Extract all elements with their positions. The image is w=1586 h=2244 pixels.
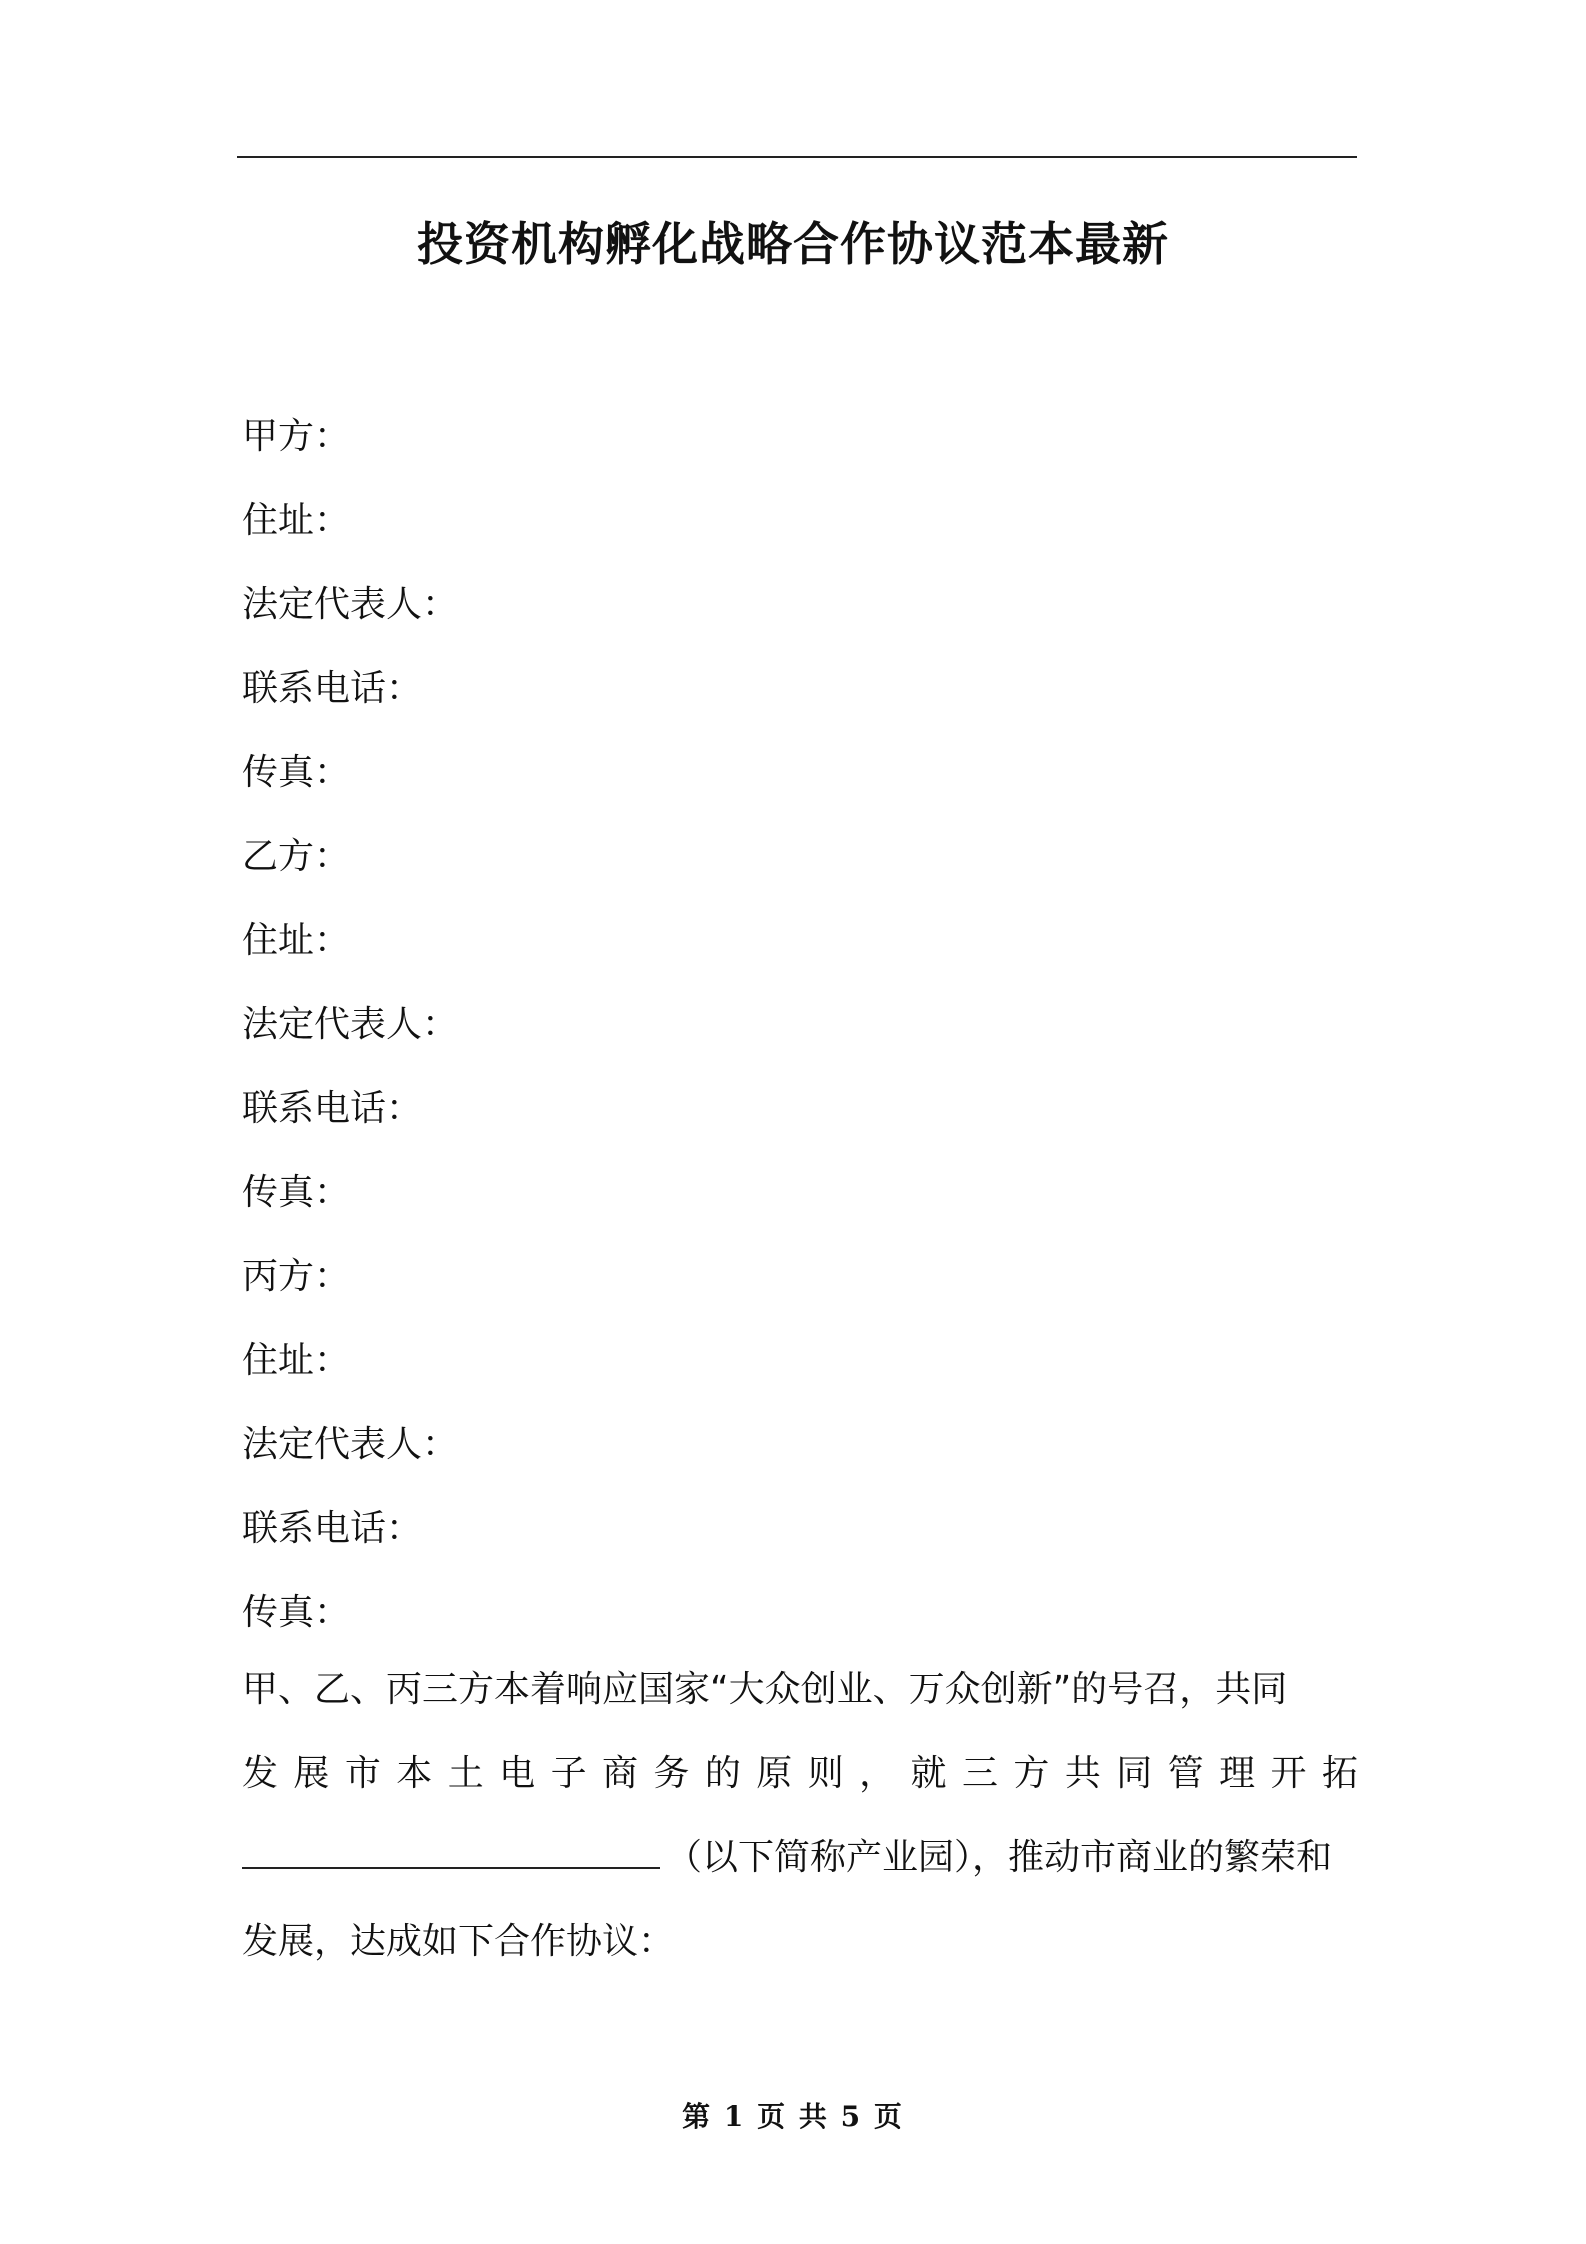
party-b-label: 乙方： [242, 836, 351, 877]
party-a-representative: 法定代表人： [242, 584, 459, 625]
agreement-paragraph [242, 1658, 1358, 1994]
document-title: 投资机构孵化战略合作协议范本最新 [417, 217, 1169, 271]
paragraph-text: （以下简称产业园），推动市商业的繁荣和 [666, 1837, 1333, 1878]
party-a-label: 甲方： [242, 416, 351, 457]
fill-in-blank [242, 1867, 660, 1869]
paragraph-line: 甲、乙、丙三方本着响应国家“大众创业、万众创新”的号召，共同 [242, 1669, 1288, 1710]
party-a-fax: 传真： [242, 752, 351, 793]
party-c-representative: 法定代表人： [242, 1424, 459, 1465]
party-fields [242, 405, 1362, 1665]
paragraph-line-with-blank [242, 1826, 1358, 1910]
party-a-address: 住址： [242, 500, 351, 541]
paragraph-line: 发展，达成如下合作协议： [242, 1921, 675, 1962]
party-c-address: 住址： [242, 1340, 351, 1381]
party-b-phone: 联系电话： [242, 1088, 423, 1129]
party-c-phone: 联系电话： [242, 1508, 423, 1549]
party-c-label: 丙方： [242, 1256, 351, 1297]
party-a-phone: 联系电话： [242, 668, 423, 709]
party-b-address: 住址： [242, 920, 351, 961]
paragraph-line: 发展市本土电子商务的原则，就三方共同管理开拓 [242, 1753, 1358, 1794]
header-rule [237, 156, 1357, 158]
party-b-fax: 传真： [242, 1172, 351, 1213]
page-footer: 第 1 页 共 5 页 [682, 2100, 904, 2133]
party-c-fax: 传真： [242, 1592, 351, 1633]
party-b-representative: 法定代表人： [242, 1004, 459, 1045]
